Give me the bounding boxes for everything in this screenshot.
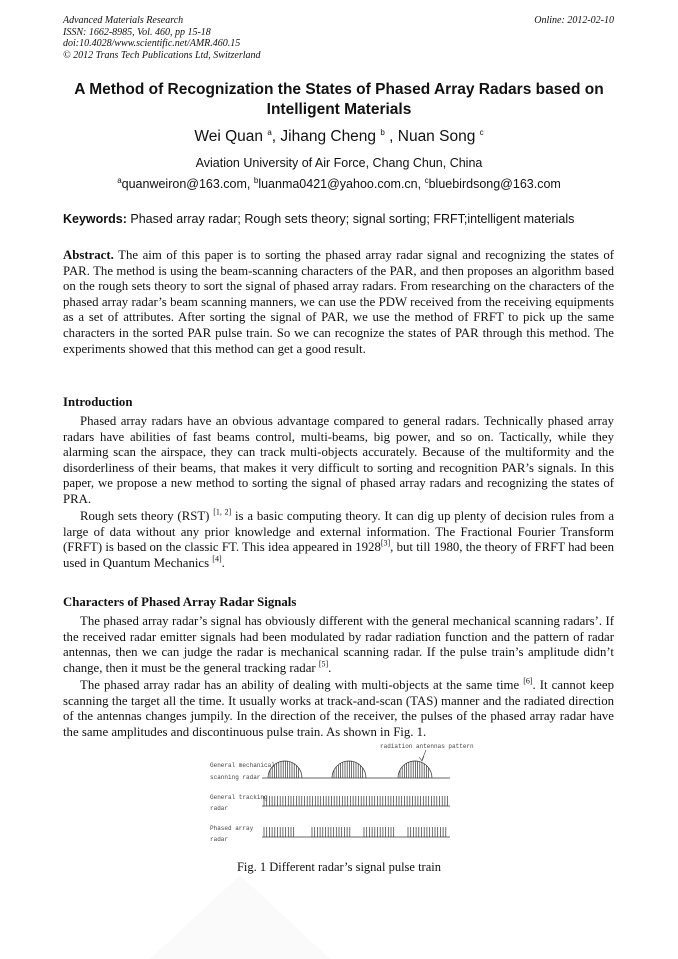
- row-label: radar: [210, 805, 229, 812]
- antenna-pattern-envelope: [398, 761, 432, 778]
- email-list: $^a$quanweiron@163.com, $^b$luanma0421@yahoo.com.cn, $^c$bluebirdsong@163.com: [117, 175, 561, 191]
- figure-caption: Fig. 1 Different radar’s signal pulse train: [236, 860, 441, 874]
- abstract: [63, 248, 614, 357]
- issn-line: ISSN: 1662-8985, Vol. 460, pp 15-18: [63, 26, 211, 38]
- paper-title: A Method of Recognization the States of Phased Array Radars based on Intelligent Materials: [74, 81, 604, 118]
- row-label: scanning radar: [210, 774, 261, 781]
- watermark-shape: [150, 875, 330, 959]
- email-link[interactable]: quanweiron@163.com: [121, 177, 247, 191]
- text-run: . It cannot keep scanning the target all the time. It usually works at track-and-scan (TAS) manner and the radiated direction of the antennas changes jumpily. In the direction of the receiver, the pulses of the phased array radar have the same amplitudes and discontinuous pulse train. As shown in Fig. 1.: [63, 678, 614, 739]
- figure-pulse-train: [200, 740, 480, 850]
- journal-name: Advanced Materials Research: [63, 15, 184, 26]
- author-name: Jihang Cheng: [280, 128, 377, 145]
- antenna-pattern-envelope: [332, 761, 366, 778]
- abstract-text: The aim of this paper is to sorting the phased array radar signal and recognizing the states of PAR. The method is using the beam-scanning characters of the PAR, and then proposes an algorithm based on the rough sets theory to sort the signal of phased array radars. From researching on the characters of the phased array radar’s beam scanning manners, we can use the PDW received from the receiving equipments as a set of attributes. After sorting the signal of PAR, we use the method of FRFT to pick up the same characters in the sorted PAR pulse train. So we can recognize the states of PAR through this method. The experiments showed that this method can get a good result.: [63, 248, 615, 356]
- abstract-label: Abstract.: [63, 248, 114, 262]
- row-label: General tracking: [210, 794, 268, 801]
- doi-line: doi:10.4028/www.scientific.net/AMR.460.15: [63, 38, 241, 49]
- email-mark: b: [253, 175, 259, 185]
- keywords-label: Keywords:: [63, 212, 127, 226]
- text-run: Rough sets theory (RST): [80, 509, 210, 523]
- affiliation: Aviation University of Air Force, Chang Chun, China: [195, 156, 483, 170]
- text-run: is a basic computing theory. It can dig up plenty of decision rules from a large of data without any prior knowledge and external information. The Fractional Fourier Transform (FRFT) is based on the classic FT. This idea appeared in 1928: [63, 509, 615, 555]
- citation-ref: [3]: [380, 538, 391, 548]
- row-label: Phased array: [210, 825, 254, 832]
- keywords-text: Phased array radar; Rough sets theory; signal sorting; FRFT;intelligent materials: [130, 212, 575, 226]
- email-link[interactable]: bluebirdsong@163.com: [428, 177, 561, 191]
- author-name: Nuan Song: [397, 128, 476, 145]
- tracking-pulse-row: [262, 796, 450, 806]
- section-heading-characters: Characters of Phased Array Radar Signals: [63, 595, 297, 609]
- online-date: Online: 2012-02-10: [534, 15, 614, 26]
- section2-paragraph-1: [63, 614, 614, 676]
- author-mark: c: [479, 127, 484, 137]
- author-name: Wei Quan: [194, 128, 263, 145]
- annotation-label: radiation antennas pattern: [380, 743, 474, 750]
- section-heading-introduction: Introduction: [63, 395, 133, 409]
- email-mark: c: [424, 175, 429, 185]
- text-run: The phased array radar’s signal has obviously different with the general mechanical scanning radars’. If the received radar emitter signals had been modulated by radar radiation function and the pattern of radar antennas, then we can judge the radar is mechanical scanning radar. If the pulse train’s amplitude didn’t change, then it must be the general tracking radar: [63, 614, 614, 675]
- mechanical-scanning-pulse-row: [262, 761, 450, 778]
- phased-array-pulse-row: [262, 827, 450, 837]
- author-mark: b: [380, 127, 385, 137]
- citation-ref: [4]: [212, 554, 222, 564]
- email-mark: a: [117, 175, 122, 185]
- row-label: General mechanical: [210, 762, 275, 769]
- copyright-line: © 2012 Trans Tech Publications Ltd, Switzerland: [63, 49, 261, 61]
- intro-paragraph-2: [63, 509, 614, 571]
- journal-header: [63, 15, 261, 61]
- text-run: The phased array radar has an ability of dealing with multi-objects at the same time: [80, 678, 520, 692]
- intro-paragraph-1: Phased array radars have an obvious advantage compared to general radars. Technically phased array radars have abilities of fast beams control, multi-beams, big power, and so on. Tactically, while they alarming scan the airspace, they can track multi-objects accurately. Because of the multiformity and the disorderliness of their beams, that makes it very difficult to sorting and recognition PAR’s signals. In this paper, we propose a new method to sorting the signal of phased array radars and recognizing the states of PRA.: [63, 414, 614, 506]
- citation-ref: [1, 2]: [213, 507, 232, 517]
- author-mark: a: [267, 127, 272, 137]
- keywords: [63, 212, 623, 226]
- citation-ref: [5]: [318, 659, 329, 669]
- section2-paragraph-2: [63, 678, 614, 740]
- text-run: .: [221, 555, 225, 570]
- row-label: radar: [210, 836, 229, 843]
- author-list: Wei Quan $^a$, Jihang Cheng $^b$ , Nuan Song $^c$: [194, 127, 484, 145]
- text-run: , but till 1980, the theory of FRFT had been used in Quantum Mechanics: [63, 540, 614, 570]
- email-link[interactable]: luanma0421@yahoo.com.cn: [258, 177, 418, 191]
- text-run: .: [328, 660, 332, 675]
- annotation-arrow: [422, 750, 426, 760]
- citation-ref: [6]: [523, 676, 533, 686]
